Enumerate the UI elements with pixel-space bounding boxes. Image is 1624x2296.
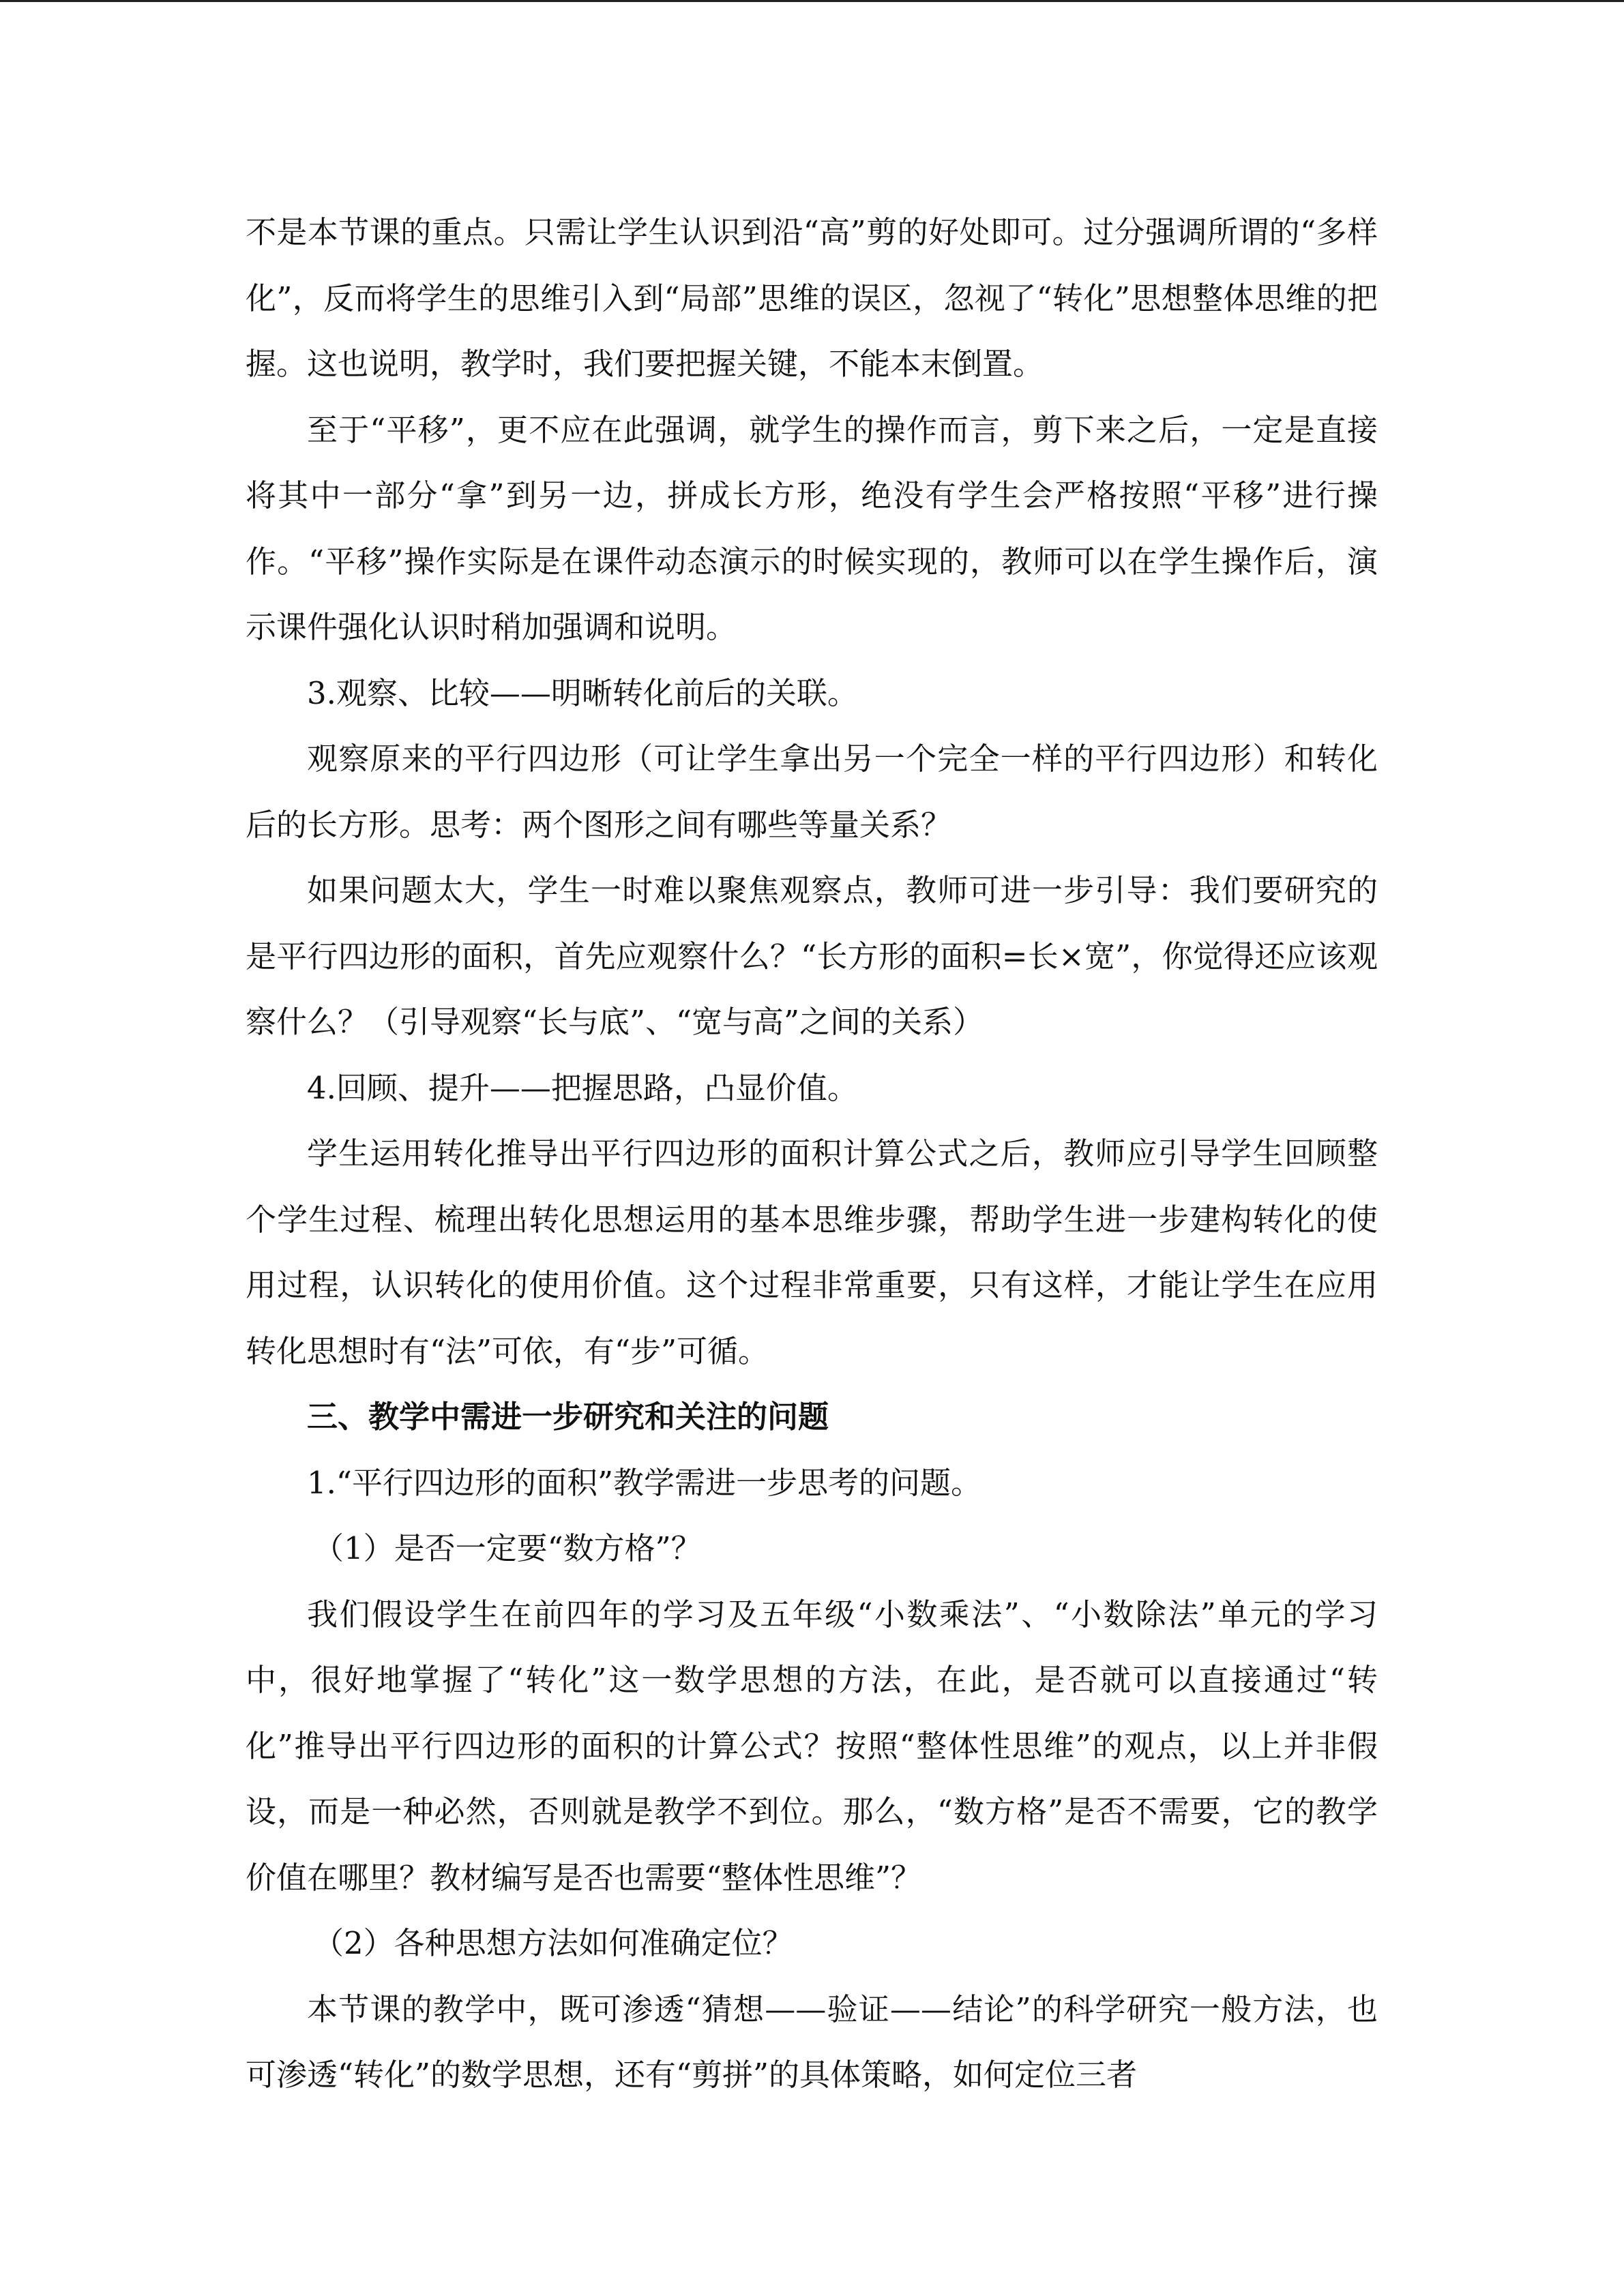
step-3-heading: 3.观察、比较——明晰转化前后的关联。 bbox=[307, 674, 858, 711]
subsection-1-heading: 1.“平行四边形的面积”教学需进一步思考的问题。 bbox=[307, 1464, 981, 1501]
question-1-heading: （1）是否一定要“数方格”？ bbox=[313, 1530, 702, 1566]
step-4-heading: 4.回顾、提升——把握思路，凸显价值。 bbox=[307, 1069, 858, 1106]
question-2-heading: （2）各种思想方法如何准确定位？ bbox=[313, 1925, 793, 1961]
document-body bbox=[246, 200, 1378, 2108]
section-3-heading: 三、教学中需进一步研究和关注的问题 bbox=[307, 1399, 829, 1435]
paragraph-assumption: 我们假设学生在前四年的学习及五年级“小数乘法”、“小数除法”单元的学习中，很好地掌握了“转化”这一数学思想的方法，在此，是否就可以直接通过“转化”推导出平行四边形的面积的计算公式？按照“整体性思维”的观点，以上并非假设，而是一种必然，否则就是教学不到位。那么，“数方格”是否不需要，它的教学价值在哪里？教材编写是否也需要“整体性思维”？ bbox=[246, 1596, 1378, 1896]
paragraph-continuation: 不是本节课的重点。只需让学生认识到沿“高”剪的好处即可。过分强调所谓的“多样化”，反而将学生的思维引入到“局部”思维的误区，忽视了“转化”思想整体思维的把握。这也说明，教学时，我们要把握关键，不能本末倒置。 bbox=[246, 214, 1378, 382]
paragraph-observe: 观察原来的平行四边形（可让学生拿出另一个完全一样的平行四边形）和转化后的长方形。思考：两个图形之间有哪些等量关系？ bbox=[246, 741, 1378, 843]
paragraph-methods: 本节课的教学中，既可渗透“猜想——验证——结论”的科学研究一般方法，也可渗透“转化”的数学思想，还有“剪拼”的具体策略，如何定位三者 bbox=[246, 1991, 1378, 2093]
paragraph-review: 学生运用转化推导出平行四边形的面积计算公式之后，教师应引导学生回顾整个学生过程、梳理出转化思想运用的基本思维步骤，帮助学生进一步建构转化的使用过程，认识转化的使用价值。这个过程非常重要，只有这样，才能让学生在应用转化思想时有“法”可依，有“步”可循。 bbox=[246, 1135, 1378, 1369]
paragraph-guidance: 如果问题太大，学生一时难以聚焦观察点，教师可进一步引导：我们要研究的是平行四边形的面积，首先应观察什么？“长方形的面积=长×宽”，你觉得还应该观察什么？（引导观察“长与底”、“宽与高”之间的关系） bbox=[246, 872, 1378, 1040]
paragraph-translation-note: 至于“平移”，更不应在此强调，就学生的操作而言，剪下来之后，一定是直接将其中一部分“拿”到另一边，拼成长方形，绝没有学生会严格按照“平移”进行操作。“平移”操作实际是在课件动态演示的时候实现的，教师可以在学生操作后，演示课件强化认识时稍加强调和说明。 bbox=[246, 411, 1378, 645]
